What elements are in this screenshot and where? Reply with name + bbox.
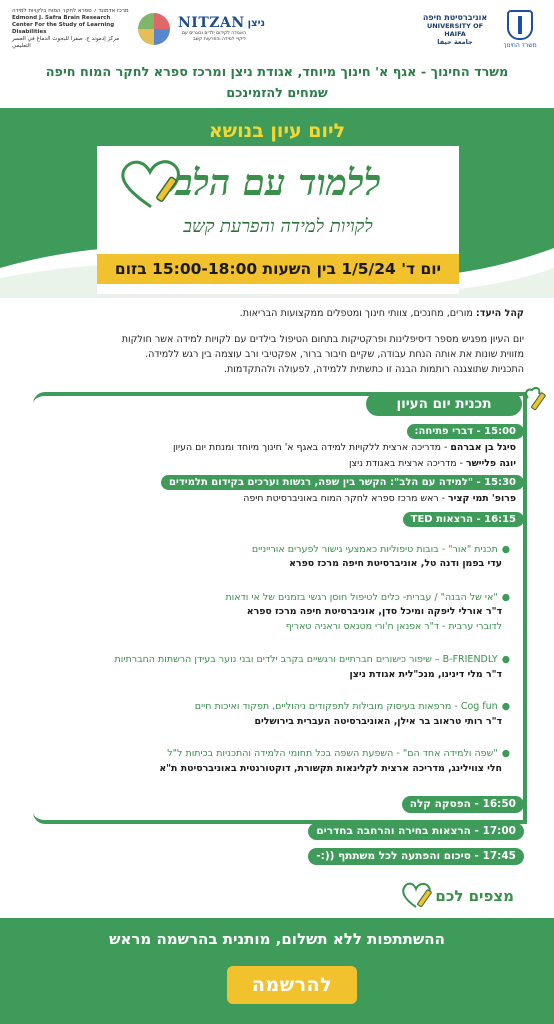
ted-talk-4-speakers: [255, 715, 503, 729]
heart-pencil-icon: [398, 879, 436, 911]
event-subtitle: לקויות למידה והפרעת קשב: [183, 216, 373, 237]
nitzan-subtitle: האגודה לקידום ילדים ובוגרים עם ליקויי למידה והפרעות קשב: [181, 31, 246, 42]
audience-label: קהל היעד:: [475, 308, 524, 319]
slot-break: 16:50 - הפסקה קלה: [402, 796, 524, 813]
ted-talk-2-arabic: [286, 620, 502, 634]
intro-line-2: מזווית שונות את אותה הנחת עבודה, שקיים חיבור ברור, אפקטיבי ורב עוצמה בין רגש ללמידה.: [145, 349, 524, 360]
haifa-en: UNIVERSITY OF HAIFA: [426, 21, 484, 38]
talk-title: תכנית "אור" - בובות טיפוליות כאמצעי גישור לפערים אורייניים: [251, 544, 498, 555]
organizers-line: [0, 62, 554, 104]
safra-he-text: מרכז אדמונד י. ספרא לחקר המוח בלקויות למידה: [12, 8, 129, 15]
slot-opening: 15:00 - דברי פתיחה:: [407, 424, 524, 439]
talk-speakers: חלי צווילינג, מדריכה ארצית לקלינאות תקשורת, דוקטורנטית באוניברסיטת ת"א: [159, 763, 502, 774]
audience-text: מורים, מחנכים, צוותי חינוך ומטפלים ממקצועות הבריאות.: [239, 308, 476, 319]
haifa-ar: جامعة حيفا: [437, 37, 473, 46]
bullet-dot: ●: [501, 654, 510, 665]
ministry-emblem: [498, 10, 542, 49]
talk-title: "אי של הבנה" / עברית- כלים לטיפול חוסן רגשי בזמנים של אי ודאות: [225, 592, 498, 603]
keynote-speaker: [243, 492, 516, 506]
talk-speakers: עדי בפמן ודנה טל, אוניברסיטת חיפה מרכז ספרא: [289, 558, 502, 569]
safra-en-text: Edmond J. Safra Brain Research Center For the Study of Learning Disabilities: [12, 15, 115, 35]
register-button[interactable]: להרשמה: [227, 966, 357, 1004]
slot-keynote: 15:30 - "למידה עם הלב": הקשר בין שפה, רגשות וערכים בקידום תלמידים: [161, 475, 524, 490]
nitzan-logo: [178, 15, 266, 42]
speaker-name: פרופ' תמי קציר: [448, 493, 516, 504]
bullet-dot: ●: [501, 701, 510, 712]
ted-talk-2-speakers: [247, 605, 502, 619]
slot-ted: 16:15 - הרצאות TED: [403, 512, 524, 527]
talk-title: B-FRIENDLY – שיפור כישורים חברתיים ורגשיים בקרב ילדים ובני נוער בעידן הרשתות החברתיות: [114, 654, 498, 665]
nitzan-word: NITZAN: [178, 15, 245, 32]
safra-center-logo: [12, 8, 130, 49]
closing-text: מצפים לכם: [435, 887, 514, 905]
intro-line-1: יום העיון מפגיש מספר דיסיפלינות ופרקטיקות בתחום הטיפול בילדים עם לקויות למידה אשר חולקות: [121, 334, 524, 345]
safra-ar-text: مركز إدموند ج. صفرا للبحوث الدماغ في العسر التعليمي: [12, 35, 120, 49]
ted-talk-2: [225, 591, 510, 605]
ted-talk-4: [195, 700, 510, 714]
logos-bar: [0, 0, 554, 58]
brain-logo-icon: [138, 13, 170, 45]
speaker-name: יונה פליישר: [465, 458, 516, 469]
speaker-name: סיגל בן אברהם: [450, 442, 516, 453]
bullet-dot: ●: [501, 544, 510, 555]
bullet-dot: ●: [501, 748, 510, 759]
audience-paragraph: [24, 306, 524, 321]
talk-speakers: ד"ר מלי דינינו, מנכ"לית אגודת ניצן: [349, 669, 502, 680]
footer-text: ההשתתפות ללא תשלום, מותנית בהרשמה מראש: [109, 930, 445, 948]
intro-section: [24, 306, 524, 377]
intro-line-3: התכניות שתוצגנה רותמות הבנה זו כתשתית ללמידה, לפעולה ולהתקדמות.: [223, 364, 524, 375]
event-title: ללמוד עם הלב: [175, 162, 381, 204]
bullet-dot: ●: [501, 592, 510, 603]
speaker-role: - מדריכה ארצית באגודת ניצן: [348, 458, 466, 469]
ted-talk-3-speakers: [350, 668, 502, 682]
ted-talk-3: [115, 653, 510, 667]
opening-speaker-2: [349, 457, 516, 471]
invitation-text: שמחים להזמינכם: [226, 86, 328, 101]
program-title: תכנית יום העיון: [366, 392, 522, 416]
day-title: ליום עיון בנושא: [208, 120, 346, 142]
opening-speaker-1: [173, 441, 516, 455]
nitzan-he: ניצן: [247, 17, 266, 29]
talk-title: "שפה ולמידה אחד הם" - השפעת השפה בכל תחומי הלמידה והתכניות בכיתות ל"ל: [167, 748, 498, 759]
speaker-role: - ראש מרכז ספרא לחקר המוח באוניברסיטת חיפה: [243, 493, 449, 504]
ted-talk-1: [252, 543, 510, 557]
talk-title: Cog fun - מרפאות בעיסוק מובילות לתפקודים ניהוליים, תפקוד ואיכות חיים: [194, 701, 498, 712]
ted-talk-5-speakers: [159, 762, 502, 776]
slot-summary: 17:45 - סיכום והפתעה לכל משתתף ((:-: [308, 848, 524, 865]
pencil-icon: [522, 384, 552, 414]
ted-talk-5: [167, 747, 510, 761]
footer-banner: [0, 918, 554, 1024]
event-date-band: יום ד' 1/5/24 בין השעות 15:00-18:00 בזום: [97, 254, 459, 284]
speaker-role: - מדריכה ארצית ללקויות למידה באגף א' חינוך מיוחד ומנחת יום העיון: [172, 442, 451, 453]
talk-speakers: ד"ר אורלי ליפקה ומיכל סדן, אוניברסיטת חיפה מרכז ספרא: [246, 606, 502, 617]
talk-speakers: ד"ר רותי טראוב בר אילן, האוניברסיטה העברית בירושלים: [254, 716, 502, 727]
talk-speakers-arabic: לדוברי ערבית - ד"ר אפנאן ח'ורי מטנאס וראניה טאריף: [285, 621, 502, 632]
organizers-text: משרד החינוך - אגף א' חינוך מיוחד, אגודת ניצן ומרכז ספרא לחקר המוח חיפה: [45, 65, 509, 80]
university-haifa-logo: [420, 13, 490, 46]
haifa-he: אוניברסיטת חיפה: [422, 12, 488, 22]
menorah-emblem-icon: [507, 10, 533, 40]
ted-talk-1-speakers: [289, 557, 502, 571]
ministry-caption: משרד החינוך: [503, 41, 537, 49]
slot-breakout: 17:00 - הרצאות בחירה והרחבה בחדרים: [308, 823, 524, 840]
